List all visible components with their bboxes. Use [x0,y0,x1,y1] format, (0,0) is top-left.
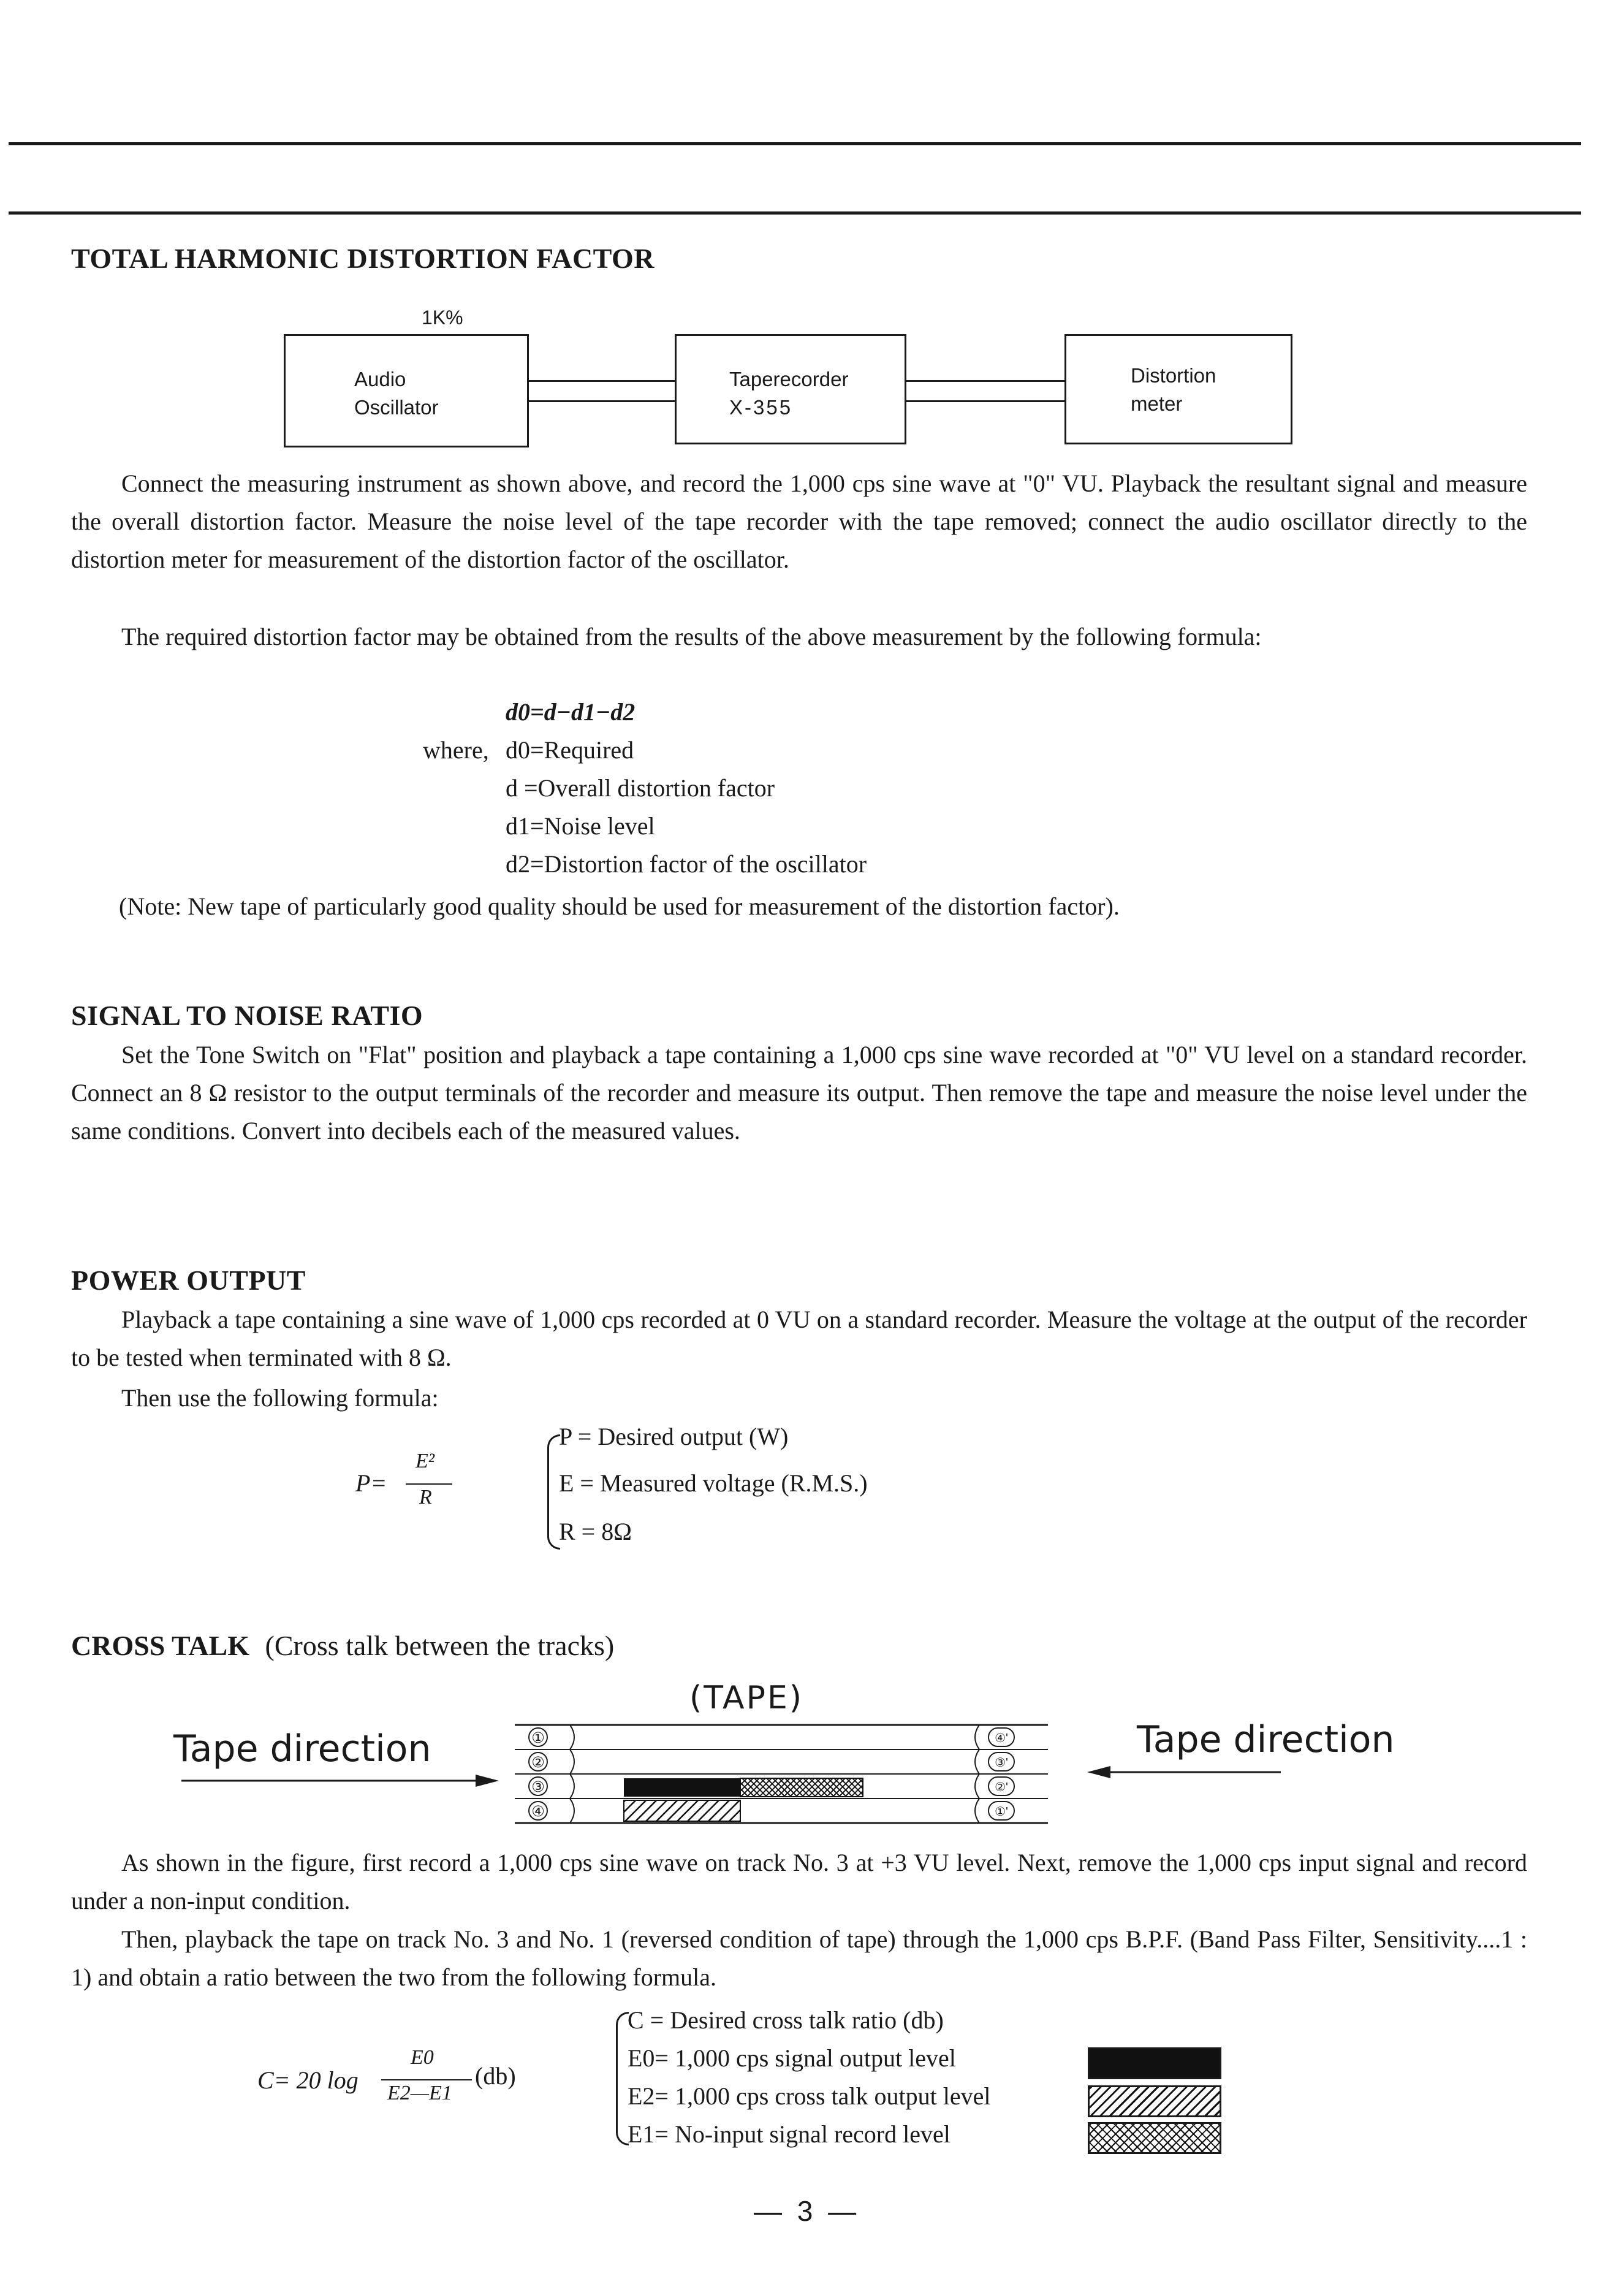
power-formula-denominator: R [419,1486,432,1509]
formula-def: C = Desired cross talk ratio (db) [628,2006,944,2034]
header-rule [9,211,1581,215]
distortion-meter-box: Distortion meter [1064,334,1292,444]
formula-brace [547,1434,560,1550]
track-number: ②' [988,1776,1015,1796]
crosstalk-formula-lhs: C= 20 log [257,2066,359,2094]
fraction-bar [381,2079,472,2080]
formula-def: d0=Required [506,736,634,764]
track-number: ① [528,1727,548,1747]
crosstalk-heading [71,1629,614,1662]
power-paragraph: Playback a tape containing a sine wave of 1,000 cps recorded at 0 VU on a standard recorder. Measure the voltage at the output of the recorder to be tested when terminated with 8 Ω. [71,1306,1527,1371]
track-number: ④' [988,1727,1015,1747]
power-formula-lhs: P= [355,1469,387,1497]
track-number: ③' [988,1752,1015,1772]
connector-line [906,400,1064,402]
track-number: ② [528,1752,548,1772]
distortion-formula: d0=d−d1−d2 [506,698,636,726]
tape-direction-left: Tape direction [173,1727,431,1770]
thd-title: TOTAL HARMONIC DISTORTION FACTOR [71,243,655,274]
crosstalk-paragraph: Then, playback the tape on track No. 3 and No. 1 (reversed condition of tape) through the 1,000 cps B.P.F. (Band Pass Filter, Sensitivity....1 : 1) and obtain a ratio between the two from the following formula. [71,1925,1527,1991]
legend-swatch-hatched [1088,2085,1221,2117]
snr-title: SIGNAL TO NOISE RATIO [71,1000,423,1031]
crosstalk-formula-numerator: E0 [411,2046,434,2069]
formula-def: E = Measured voltage (R.M.S.) [559,1469,868,1497]
power-paragraph: Then use the following formula: [121,1384,439,1412]
power-formula-numerator: E² [415,1450,434,1472]
tape-label: (TAPE) [689,1680,804,1716]
formula-def: R = 8Ω [559,1518,632,1545]
crosstalk-formula-unit: (db) [475,2062,516,2090]
audio-oscillator-box: Audio Oscillator [284,334,529,447]
page-number: — 3 — [754,2195,860,2227]
connector-line [529,400,675,402]
thd-paragraph: The required distortion factor may be obtained from the results of the above measurement by the following formula: [121,623,1262,650]
connector-line [906,380,1064,382]
arrow-right-icon [181,1772,500,1790]
thd-note: (Note: New tape of particularly good quality should be used for measurement of the distortion factor). [119,893,1120,920]
legend-swatch-solid [1088,2047,1221,2079]
thd-paragraph: Connect the measuring instrument as shown above, and record the 1,000 cps sine wave at "0" VU. Playback the resultant signal and measure the overall distortion factor. Measure the noise level of the tape recorder with the tape removed; connect the audio oscillator directly to the distortion meter for measurement of the distortion factor of the oscillator. [71,470,1527,573]
formula-def: E2= 1,000 cps cross talk output level [628,2082,991,2110]
track-number: ④ [528,1801,548,1821]
crosstalk-subtitle: (Cross talk between the tracks) [265,1630,615,1661]
crosstalk-paragraph: As shown in the figure, first record a 1,000 cps sine wave on track No. 3 at +3 VU level. Next, remove the 1,000 cps input signal and record under a non-input condition. [71,1849,1527,1914]
crosstalk-title: CROSS TALK [71,1630,250,1661]
formula-def: P = Desired output (W) [559,1423,789,1450]
track-number: ①' [988,1801,1015,1821]
top-rule [9,142,1581,145]
formula-brace [616,2012,629,2145]
formula-def: E1= No-input signal record level [628,2120,950,2148]
track-number: ③ [528,1776,548,1796]
formula-def: d2=Distortion factor of the oscillator [506,850,867,878]
crosstalk-formula-denominator: E2—E1 [387,2082,452,2104]
legend-swatch-crosshatched [1088,2122,1221,2154]
formula-def: d1=Noise level [506,812,655,840]
formula-def: E0= 1,000 cps signal output level [628,2044,956,2072]
tape-direction-right: Tape direction [1137,1718,1395,1761]
arrow-left-icon [1086,1763,1282,1781]
power-title: POWER OUTPUT [71,1265,306,1296]
where-label: where, [423,736,489,764]
tape-recorder-box: Taperecorder X-355 [675,334,906,444]
connector-line [529,380,675,382]
fraction-bar [406,1483,452,1485]
snr-paragraph: Set the Tone Switch on "Flat" position and playback a tape containing a 1,000 cps sine wave recorded at "0" VU level on a standard recorder. Connect an 8 Ω resistor to the output terminals of the recorder and measure its output. Then remove the tape and measure the noise level under the same conditions. Convert into decibels each of the measured values. [71,1041,1527,1144]
freq-label: 1K% [422,306,463,329]
tape-track-diagram [515,1722,1054,1833]
formula-def: d =Overall distortion factor [506,774,775,802]
